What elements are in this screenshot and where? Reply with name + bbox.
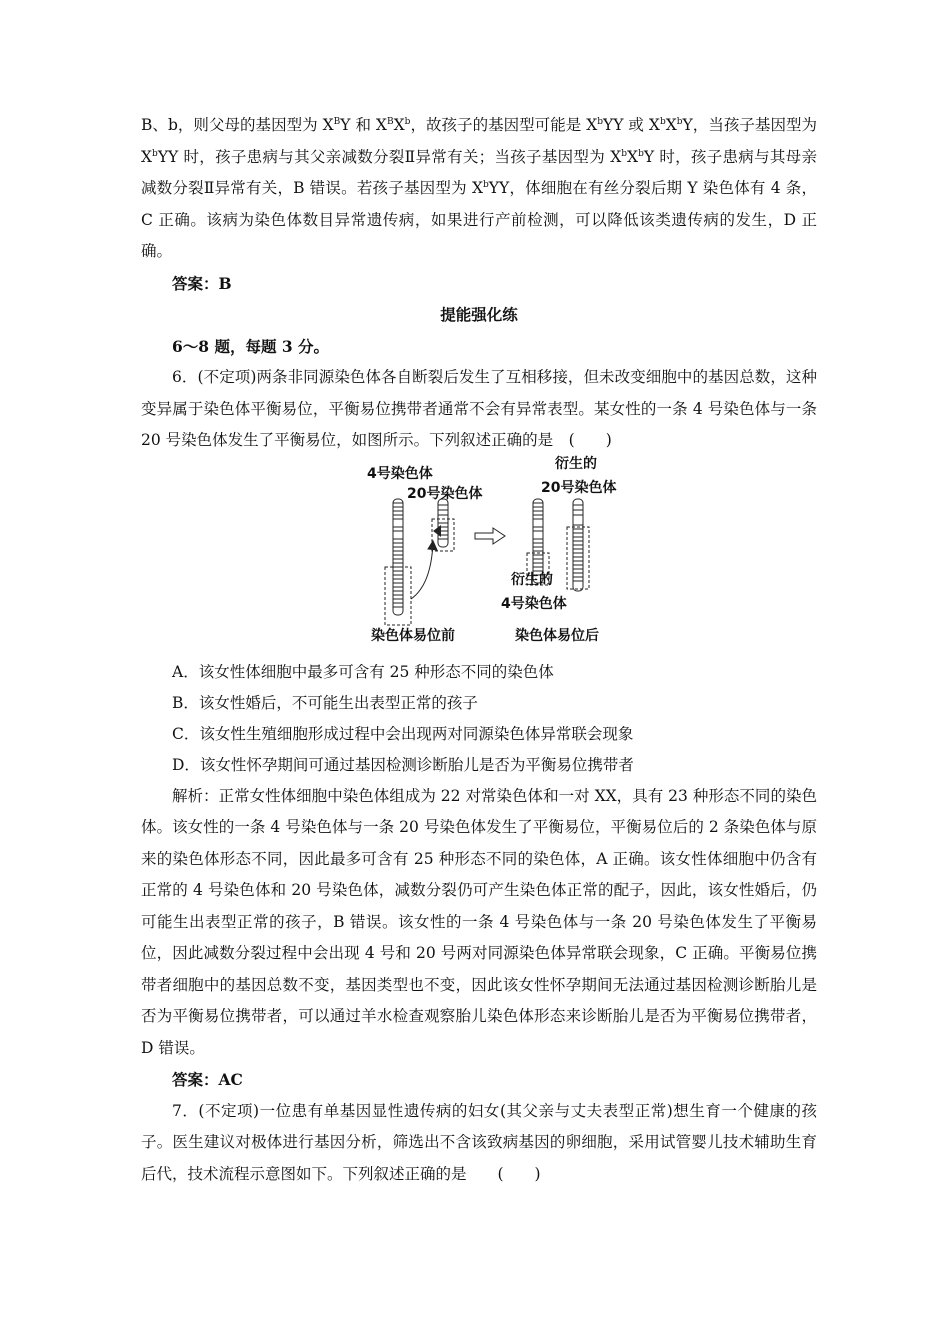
label-derived-20-line1: 衍生的 bbox=[555, 455, 597, 472]
option-c: C．该女性生殖细胞形成过程中会出现两对同源染色体异常联会现象 bbox=[172, 724, 634, 743]
analysis-q6: 解析：正常女性体细胞中染色体组成为 22 对常染色体和一对 XX，具有 23 种形态不同的染色体。该女性的一条 4 号染色体与一条 20 号染色体发生了平衡易位，平衡易位后的 2 条染色体与原来的染色体形态不同，因此最多可含有 25 种形态不同的染色体，A 正确。该女性体细胞中仍含有正常的 4 号染色体和 20 号染色体，减数分裂仍可产生染色体正常的配子，因此，该女性婚后，仍可能生出表型正常的孩子，B 错误。该女性的一条 4 号染色体与一条 20 号染色体发生了平衡易位，因此减数分裂过程中会出现 4 号和 20 号两对同源染色体异常联会现象，C 正确。平衡易位携带者细胞中的基因总数不变，基因类型也不变，因此该女性怀孕期间无法通过基因检测诊断胎儿是否为平衡易位携带者，可以通过羊水检查观察胎儿染色体形态来诊断胎儿是否为平衡易位携带者，D 错误。 bbox=[141, 786, 817, 1057]
label-chromosome-4: 4号染色体 bbox=[367, 465, 433, 482]
label-derived-4-line1: 衍生的 bbox=[511, 571, 553, 588]
caption-after: 染色体易位后 bbox=[515, 627, 599, 644]
option-d: D．该女性怀孕期间可通过基因检测诊断胎儿是否为平衡易位携带者 bbox=[172, 755, 634, 774]
option-a: A．该女性体细胞中最多可含有 25 种形态不同的染色体 bbox=[172, 662, 554, 681]
question-7-stem: 7．(不定项)一位患有单基因显性遗传病的妇女(其父亲与丈夫表型正常)想生育一个健康的孩子。医生建议对极体进行基因分析，筛选出不含该致病基因的卵细胞，采用试管婴儿技术辅助生育后代，技术流程示意图如下。下列叙述正确的是 ( ) bbox=[141, 1101, 817, 1183]
option-b: B．该女性婚后，不可能生出表型正常的孩子 bbox=[172, 693, 478, 712]
caption-before: 染色体易位前 bbox=[371, 627, 455, 644]
question-6-options bbox=[141, 657, 817, 781]
label-chromosome-20: 20号染色体 bbox=[407, 485, 483, 502]
section-note: 6～8 题，每题 3 分。 bbox=[172, 336, 330, 356]
swap-arrow bbox=[411, 543, 433, 599]
section-title: 提能强化练 bbox=[440, 305, 518, 324]
answer-q5: 答案：B bbox=[172, 273, 232, 293]
answer-q6: 答案：AC bbox=[172, 1070, 243, 1089]
chromosome-20 bbox=[432, 499, 454, 551]
analysis-paragraph-q5: B、b，则父母的基因型为 $X^BY$ 和 $X^BX^b$，故孩子的基因型可能是 $X^bYY$ 或 $X^bX^bY$，当孩子基因型为 $X^bYY$ 时，孩子患病与其父亲减数分裂Ⅱ异常有关；当孩子基因型为 $X^bX^bY$ 时，孩子患病与其母亲减数分裂Ⅱ异常有关，B 错误。若孩子基因型为 $X^bYY$，体细胞在有丝分裂后期 Y 染色体有 4 条，C 正确。该病为染色体数目异常遗传病，如果进行产前检测，可以降低该类遗传病的发生，D 正确。 bbox=[141, 116, 818, 260]
question-6-stem: 6．(不定项)两条非同源染色体各自断裂后发生了互相移接，但未改变细胞中的基因总数，这种变异属于染色体平衡易位，平衡易位携带者通常不会有异常表型。某女性的一条 4 号染色体与一条 20 号染色体发生了平衡易位，如图所示。下列叙述正确的是 ( ) bbox=[141, 368, 817, 449]
chromosome-4 bbox=[385, 499, 411, 625]
derived-chromosome-20 bbox=[567, 499, 589, 591]
transition-arrow bbox=[475, 528, 505, 544]
label-derived-4-line2: 4号染色体 bbox=[501, 595, 567, 612]
document-content bbox=[141, 110, 817, 1190]
chromosome-translocation-figure bbox=[141, 457, 817, 657]
label-derived-20-line2: 20号染色体 bbox=[541, 479, 617, 496]
